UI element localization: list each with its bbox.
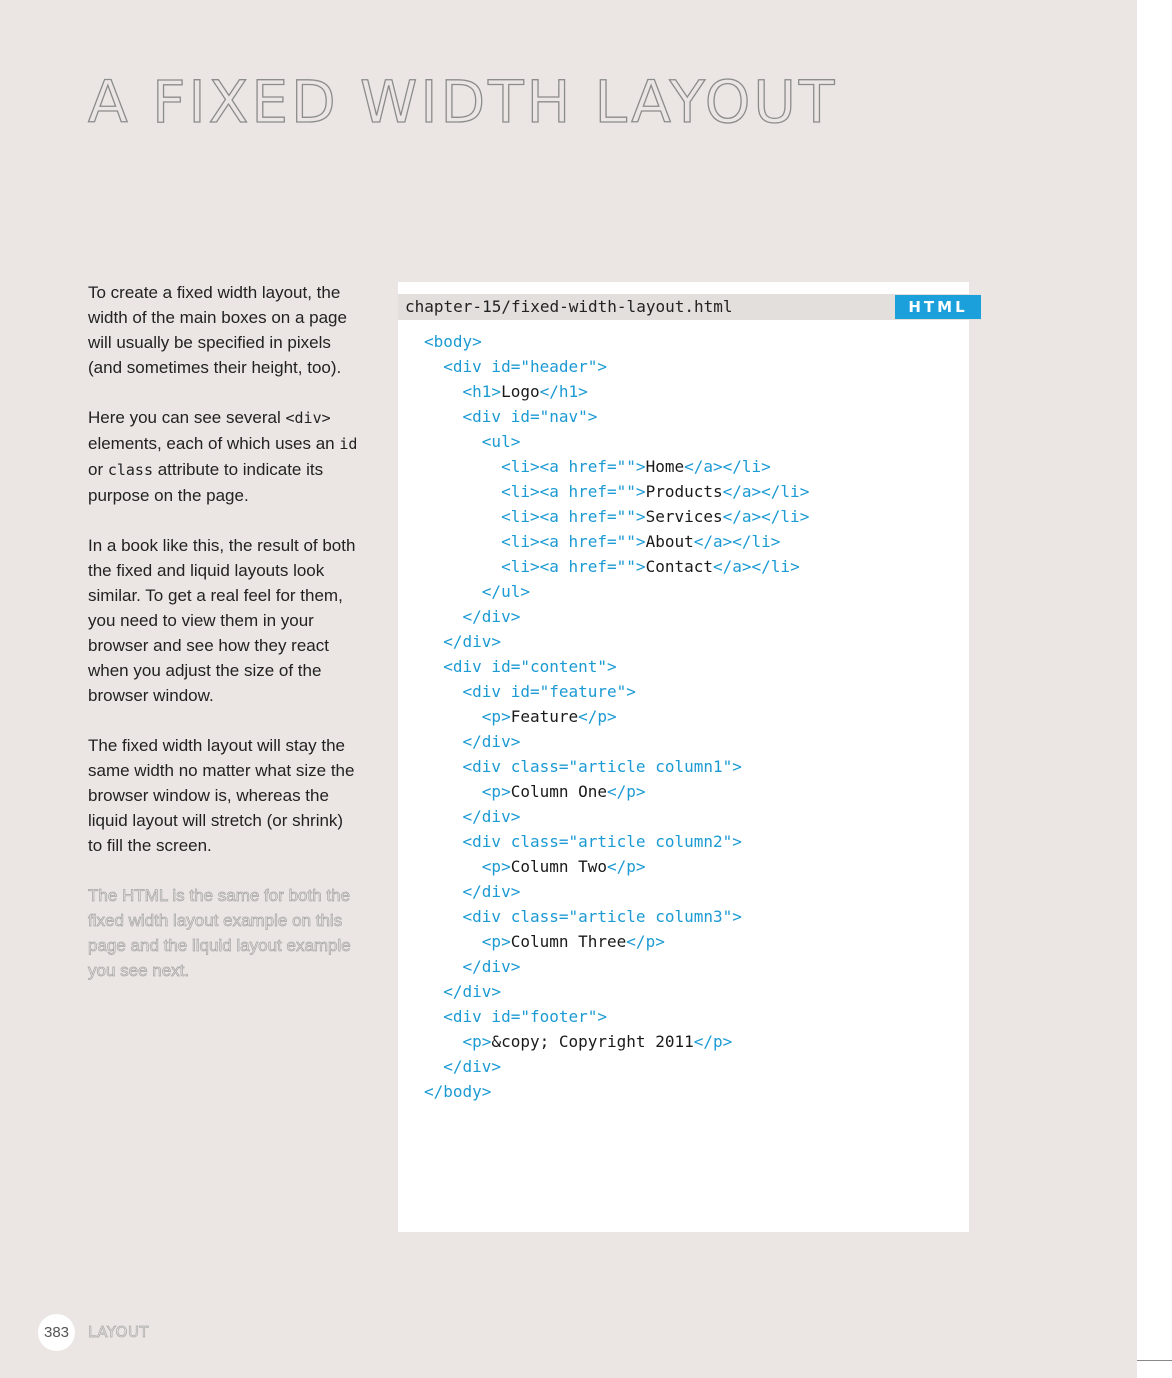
intro-p2-text-4: attribute to indicate its purpose on the page. [88,460,324,505]
code-tag-token: </p> [626,932,665,951]
code-line [424,654,809,679]
code-text-token: Products [645,482,723,501]
code-line [424,454,809,479]
code-line [424,754,809,779]
code-line [424,1054,809,1079]
code-tag-token: </a></li> [713,557,800,576]
code-line [424,554,809,579]
code-tag-token: </div> [424,607,521,626]
code-line [424,854,809,879]
div-code-term: <div> [285,409,331,427]
code-line [424,879,809,904]
code-text-token: Feature [510,707,579,726]
code-line [424,929,809,954]
code-tag-token: <p> [424,707,511,726]
code-text-token: Home [645,457,685,476]
code-file-bar [398,294,981,320]
code-tag-token: </a></li> [722,507,810,526]
code-tag-token: <li><a href=""> [424,532,646,551]
code-line [424,904,809,929]
code-tag-token: </div> [424,957,521,976]
code-text-token: &copy; Copyright 2011 [491,1032,694,1051]
code-tag-token: </div> [424,982,502,1001]
code-tag-token: </div> [424,732,521,751]
code-tag-token: <li><a href=""> [424,457,646,476]
code-text-token: Column Two [510,857,608,876]
code-line [424,329,809,354]
code-tag-token: </div> [424,882,521,901]
code-tag-token: </a></li> [722,482,810,501]
code-line [424,729,809,754]
code-tag-token: </p> [578,707,617,726]
code-text-token: Column Three [510,932,627,951]
section-name: LAYOUT [88,1323,150,1341]
code-listing [424,329,809,1104]
code-line [424,1079,809,1104]
code-tag-token: <div id="footer"> [424,1007,608,1026]
code-tag-token: </p> [607,782,646,801]
page-number-badge: 383 [38,1314,75,1351]
code-tag-token: <li><a href=""> [424,507,646,526]
code-tag-token: </p> [607,857,646,876]
code-line [424,979,809,1004]
code-tag-token: </div> [424,807,521,826]
code-tag-token: <p> [424,782,511,801]
code-tag-token: <p> [424,932,511,951]
code-tag-token: </h1> [539,382,588,401]
code-tag-token: </p> [693,1032,733,1051]
code-tag-token: </div> [424,1057,502,1076]
code-tag-token: <p> [424,1032,492,1051]
code-line [424,504,809,529]
code-line [424,529,809,554]
code-tag-token: <div id="nav"> [424,407,598,426]
code-text-token: Contact [645,557,713,576]
id-code-term: id [339,435,358,453]
page-edge-divider [1137,1360,1172,1361]
code-tag-token: </ul> [424,582,530,601]
code-line [424,579,809,604]
code-tag-token: <p> [424,857,511,876]
code-tag-token: </div> [424,632,502,651]
code-language-badge: HTML [895,295,981,319]
code-line [424,1029,809,1054]
class-code-term: class [107,461,153,479]
intro-paragraph-1: To create a fixed width layout, the width of the main boxes on a page will usually be specified in pixels (and sometimes their height, too). [88,283,347,377]
intro-p2-text-2: elements, each of which uses an [88,434,340,453]
code-tag-token: </a></li> [684,457,771,476]
code-line [424,804,809,829]
code-tag-token: <div id="header"> [424,357,608,376]
code-line [424,779,809,804]
code-line [424,429,809,454]
code-line [424,354,809,379]
code-tag-token: <ul> [424,432,521,451]
code-line [424,829,809,854]
code-line [424,629,809,654]
code-text-token: About [645,532,694,551]
code-text-token: Column One [510,782,608,801]
code-tag-token: </body> [424,1082,492,1101]
code-tag-token: <div id="feature"> [424,682,636,701]
code-tag-token: <div class="article column3"> [424,907,742,926]
page-title: A FIXED WIDTH LAYOUT [88,68,838,136]
code-filename: chapter-15/fixed-width-layout.html [405,297,733,316]
intro-p2-text-1: Here you can see several [88,408,286,427]
code-line [424,679,809,704]
code-text-token: Services [645,507,723,526]
code-tag-token: <div id="content"> [424,657,617,676]
code-tag-token: <li><a href=""> [424,557,646,576]
code-tag-token: <h1> [424,382,502,401]
intro-paragraph-2 [88,405,358,508]
code-line [424,604,809,629]
intro-note: The HTML is the same for both the fixed width layout example on this page and the liquid layout example you see next. [88,886,351,980]
code-line [424,954,809,979]
intro-paragraph-3: In a book like this, the result of both the fixed and liquid layouts look similar. To get a real feel for them, you need to view them in your browser and see how they react when you adjust the size of the browser window. [88,536,356,705]
code-line [424,1004,809,1029]
code-line [424,379,809,404]
code-line [424,404,809,429]
code-tag-token: <li><a href=""> [424,482,646,501]
code-line [424,704,809,729]
intro-p2-text-3: or [88,460,108,479]
code-tag-token: <div class="article column1"> [424,757,742,776]
code-tag-token: <body> [424,332,482,351]
intro-paragraph-4: The fixed width layout will stay the same width no matter what size the browser window is, whereas the liquid layout will stretch (or shrink) to fill the screen. [88,736,355,855]
code-tag-token: </a></li> [693,532,781,551]
code-text-token: Logo [501,382,540,401]
code-tag-token: <div class="article column2"> [424,832,742,851]
intro-column [88,280,358,1008]
code-line [424,479,809,504]
